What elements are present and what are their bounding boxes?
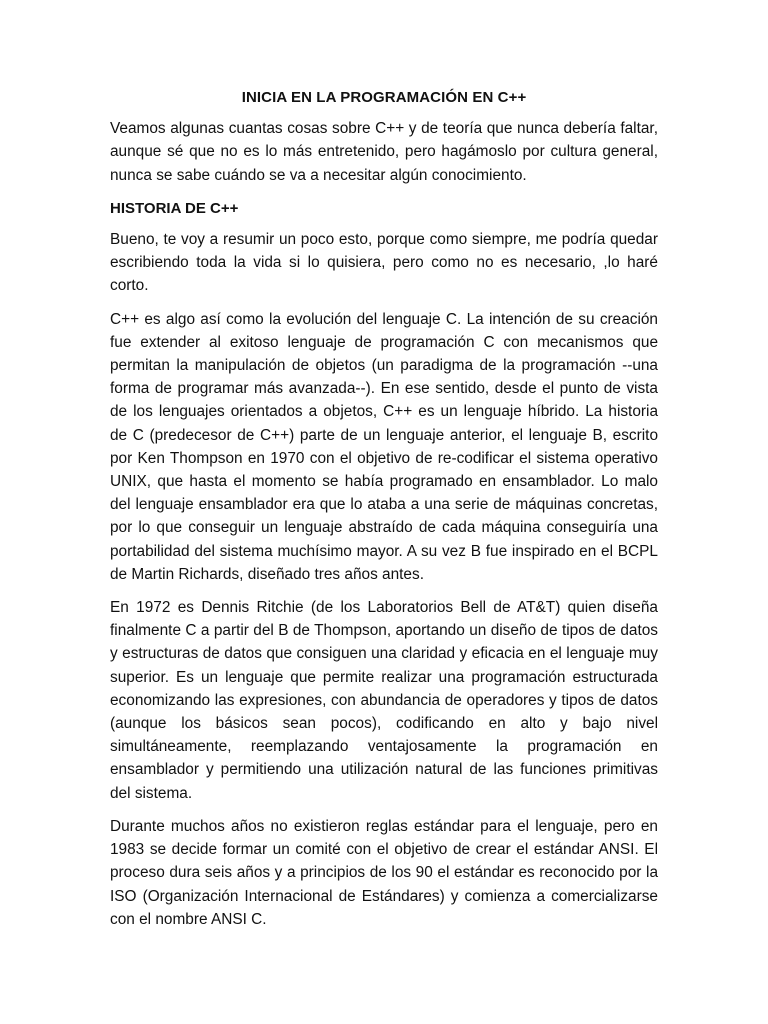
document-body	[110, 86, 658, 941]
paragraph-summary: Bueno, te voy a resumir un poco esto, porque como siempre, me podría quedar escribiendo toda la vida si lo quisiera, pero como no es necesario, ,lo haré corto.	[110, 231, 658, 295]
paragraph-ritchie: En 1972 es Dennis Ritchie (de los Laboratorios Bell de AT&T) quien diseña finalmente C a partir del B de Thompson, aportando un diseño de tipos de datos y estructuras de datos que consiguen una claridad y eficacia en el lenguaje muy superior. Es un lenguaje que permite realizar una programación estructurada economizando las expresiones, con abundancia de operadores y tipos de datos (aunque los básicos sean pocos), codificando en alto y bajo nivel simultáneamente, reemplazando ventajosamente la programación en ensamblador y permitiendo una utilización natural de las funciones primitivas del sistema.	[110, 599, 658, 802]
intro-paragraph: Veamos algunas cuantas cosas sobre C++ y de teoría que nunca debería faltar, aunque sé que no es lo más entretenido, pero hagámoslo por cultura general, nunca se sabe cuándo se va a necesitar algún conocimiento.	[110, 120, 658, 184]
document-title: INICIA EN LA PROGRAMACIÓN EN C++	[241, 89, 527, 106]
paragraph-ansi: Durante muchos años no existieron reglas estándar para el lenguaje, pero en 1983 se decide formar un comité con el objetivo de crear el estándar ANSI. El proceso dura seis años y a principios de los 90 el estándar es reconocido por la ISO (Organización Internacional de Estándares) y comienza a comercializarse con el nombre ANSI C.	[110, 817, 658, 928]
paragraph-origins: C++ es algo así como la evolución del lenguaje C. La intención de su creación fue extender al exitoso lenguaje de programación C con mecanismos que permitan la manipulación de objetos (un paradigma de la programación --una forma de programar más avanzada--). En ese sentido, desde el punto de vista de los lenguajes orientados a objetos, C++ es un lenguaje híbrido. La historia de C (predecesor de C++) parte de un lenguaje anterior, el lenguaje B, escrito por Ken Thompson en 1970 con el objetivo de re-codificar el sistema operativo UNIX, que hasta el momento se había programado en ensamblador. Lo malo del lenguaje ensamblador era que lo ataba a una serie de máquinas concretas, por lo que conseguir un lenguaje abstraído de cada máquina conseguiría una portabilidad del sistema muchísimo mayor. A su vez B fue inspirado en el BCPL de Martin Richards, diseñado tres años antes.	[110, 310, 658, 583]
section-heading: HISTORIA DE C++	[110, 199, 239, 217]
